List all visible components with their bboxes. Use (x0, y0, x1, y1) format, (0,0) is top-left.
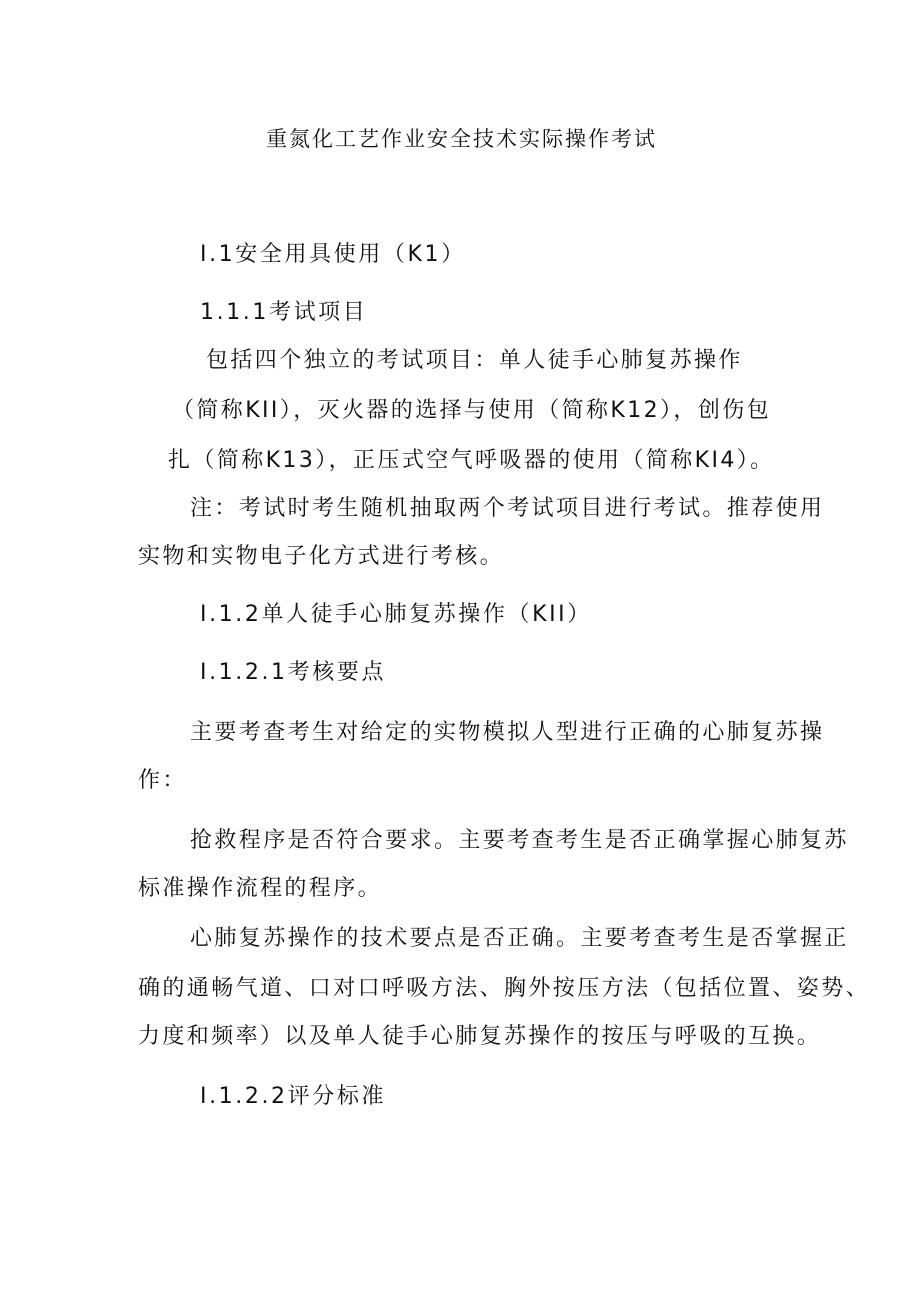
section-heading-1-1-2: I.1.2单人徒手心肺复苏操作（KII） (200, 602, 592, 627)
section-heading-1-1: I.1安全用具使用（K1） (200, 242, 466, 267)
paragraph-line: 力度和频率）以及单人徒手心肺复苏操作的按压与呼吸的互换。 (138, 1024, 822, 1049)
section-heading-1-1-2-1: I.1.2.1考核要点 (200, 660, 387, 685)
document-title: 重氮化工艺作业安全技术实际操作考试 (266, 127, 657, 151)
note-line: 注：考试时考生随机抽取两个考试项目进行考试。推荐使用 (190, 496, 825, 521)
paragraph-line: 包括四个独立的考试项目：单人徒手心肺复苏操作 (206, 348, 743, 373)
paragraph-line: 确的通畅气道、口对口呼吸方法、胸外按压方法（包括位置、姿势、 (138, 976, 871, 1001)
paragraph-line: 心肺复苏操作的技术要点是否正确。主要考查考生是否掌握正 (190, 926, 849, 951)
section-heading-1-1-1: 1.1.1考试项目 (200, 300, 368, 325)
note-line: 实物和实物电子化方式进行考核。 (138, 544, 505, 569)
section-heading-1-1-2-2: I.1.2.2评分标准 (200, 1084, 387, 1109)
paragraph-line: 扎（简称K13），正压式空气呼吸器的使用（简称KI4）。 (168, 448, 775, 473)
paragraph-line: 作： (138, 768, 187, 793)
paragraph-line: 主要考查考生对给定的实物模拟人型进行正确的心肺复苏操 (190, 720, 825, 745)
paragraph-line: （简称KII），灭火器的选择与使用（简称K12），创伤包 (172, 398, 772, 423)
paragraph-line: 标准操作流程的程序。 (138, 876, 383, 901)
paragraph-line: 抢救程序是否符合要求。主要考查考生是否正确掌握心肺复苏 (190, 828, 849, 853)
